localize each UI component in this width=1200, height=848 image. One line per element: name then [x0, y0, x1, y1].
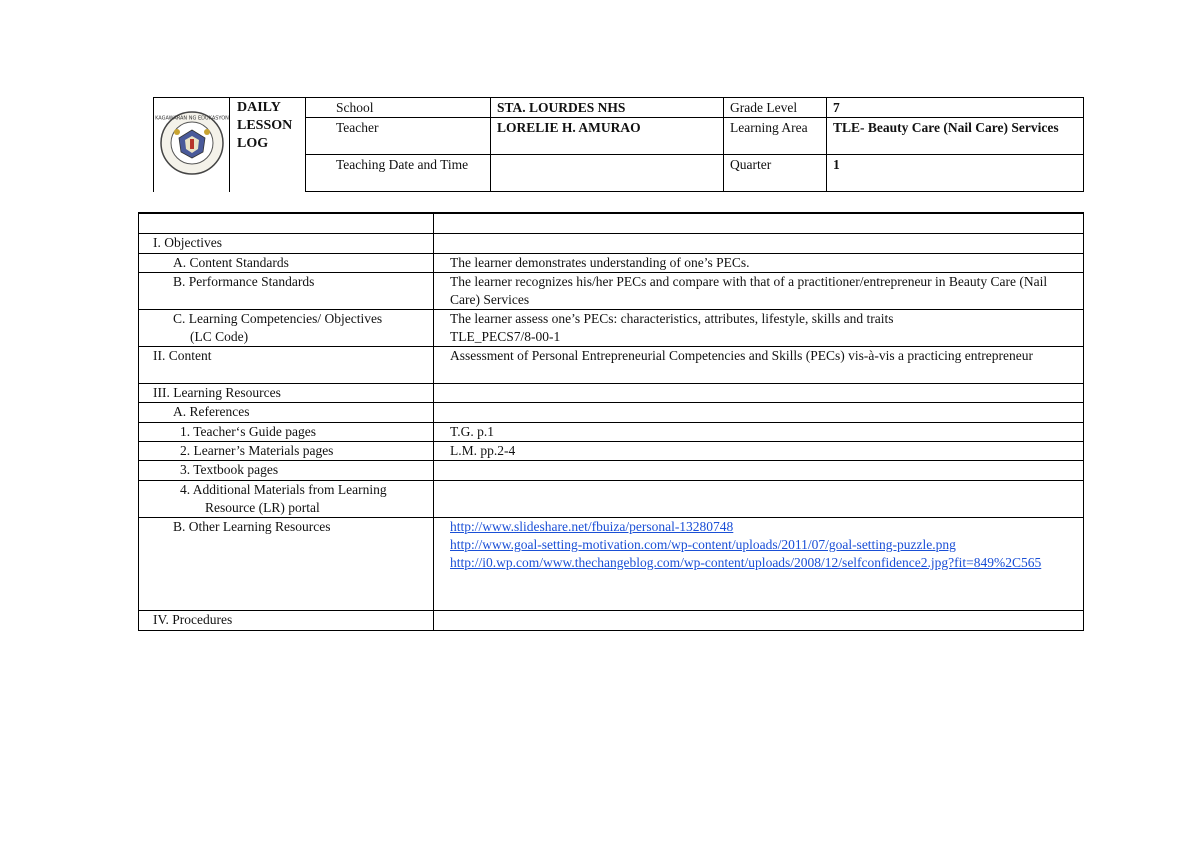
table-row — [139, 481, 1084, 518]
teaching-date-value — [491, 155, 724, 192]
references-label: A. References — [139, 403, 434, 423]
school-value: STA. LOURDES NHS — [491, 98, 724, 118]
textbook-label: 3. Textbook pages — [139, 461, 434, 481]
teacher-label: Teacher — [306, 118, 491, 155]
lesson-content-table — [138, 212, 1084, 631]
table-row — [139, 611, 1084, 631]
learning-area-value: TLE- Beauty Care (Nail Care) Services — [827, 118, 1084, 155]
table-row — [139, 310, 1084, 347]
blank-cell — [139, 213, 434, 234]
teachers-guide-label: 1. Teacher‘s Guide pages — [139, 423, 434, 442]
objectives-label: I. Objectives — [139, 234, 434, 254]
content-standards-value: The learner demonstrates understanding of one’s PECs. — [434, 254, 1084, 273]
additional-materials-value — [434, 481, 1084, 518]
deped-seal-icon — [154, 110, 229, 176]
selfconfidence-image-link[interactable]: http://i0.wp.com/www.thechangeblog.com/wp-content/uploads/2008/12/selfconfidence2.jpg?fit=849%2C565 — [450, 555, 1042, 570]
table-row — [139, 273, 1084, 310]
grade-level-value: 7 — [827, 98, 1084, 118]
performance-standards-label: B. Performance Standards — [139, 273, 434, 310]
learning-competencies-label-line1: C. Learning Competencies/ Objectives — [173, 311, 383, 326]
table-row — [139, 254, 1084, 273]
content-label: II. Content — [139, 347, 434, 384]
teaching-date-label: Teaching Date and Time — [306, 155, 491, 192]
learners-materials-label: 2. Learner’s Materials pages — [139, 442, 434, 461]
grade-level-label: Grade Level — [724, 98, 827, 118]
daily-lesson-log-title: DAILY LESSON LOG — [230, 98, 306, 192]
table-row — [139, 442, 1084, 461]
table-row — [139, 403, 1084, 423]
slideshare-link[interactable]: http://www.slideshare.net/fbuiza/personal-13280748 — [450, 519, 734, 534]
table-row — [139, 518, 1084, 611]
objectives-value — [434, 234, 1084, 254]
textbook-value — [434, 461, 1084, 481]
procedures-value — [434, 611, 1084, 631]
other-resources-label: B. Other Learning Resources — [139, 518, 434, 611]
other-resources-links — [434, 518, 1084, 611]
table-row — [139, 347, 1084, 384]
additional-materials-label — [139, 481, 434, 518]
learning-resources-value — [434, 384, 1084, 403]
school-label: School — [306, 98, 491, 118]
blank-cell — [434, 213, 1084, 234]
lr-portal-label: Resource (LR) portal — [205, 500, 320, 515]
content-value: Assessment of Personal Entrepreneurial Competencies and Skills (PECs) vis-à-vis a practicing entrepreneur — [434, 347, 1084, 384]
quarter-value: 1 — [827, 155, 1084, 192]
learning-competencies-value — [434, 310, 1084, 347]
procedures-label: IV. Procedures — [139, 611, 434, 631]
learning-competencies-label — [139, 310, 434, 347]
teacher-value: LORELIE H. AMURAO — [491, 118, 724, 155]
deped-seal-logo — [154, 98, 230, 192]
table-row — [139, 461, 1084, 481]
table-row — [139, 234, 1084, 254]
lc-code-label: (LC Code) — [190, 329, 249, 344]
svg-text:KAGAWARAN NG EDUKASYON: KAGAWARAN NG EDUKASYON — [154, 115, 229, 122]
learning-resources-label: III. Learning Resources — [139, 384, 434, 403]
teachers-guide-value: T.G. p.1 — [434, 423, 1084, 442]
additional-materials-label-line1: 4. Additional Materials from Learning — [180, 482, 387, 497]
lc-code-value: TLE_PECS7/8-00-1 — [450, 329, 561, 344]
goal-setting-link[interactable]: http://www.goal-setting-motivation.com/wp-content/uploads/2011/07/goal-setting-puzzle.png — [450, 537, 956, 552]
quarter-label: Quarter — [724, 155, 827, 192]
table-row — [139, 423, 1084, 442]
content-standards-label: A. Content Standards — [139, 254, 434, 273]
performance-standards-value: The learner recognizes his/her PECs and compare with that of a practitioner/entrepreneur in Beauty Care (Nail Care) Services — [434, 273, 1084, 310]
table-row — [139, 384, 1084, 403]
learning-competencies-value-line1: The learner assess one’s PECs: characteristics, attributes, lifestyle, skills and traits — [450, 311, 894, 326]
learning-area-label: Learning Area — [724, 118, 827, 155]
references-value — [434, 403, 1084, 423]
table-row — [139, 213, 1084, 234]
dll-header-table — [153, 97, 1084, 192]
learners-materials-value: L.M. pp.2-4 — [434, 442, 1084, 461]
